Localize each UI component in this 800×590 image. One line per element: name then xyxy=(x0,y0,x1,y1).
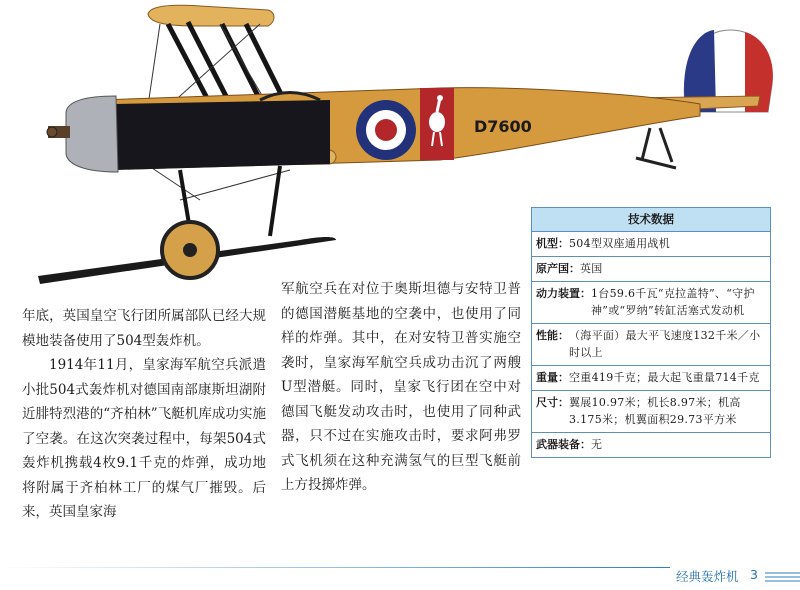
wing-struts xyxy=(168,22,286,104)
spec-title: 技术数据 xyxy=(532,208,770,232)
spec-row xyxy=(532,282,770,324)
spec-key: 性能： xyxy=(536,329,569,342)
spec-row xyxy=(532,433,770,457)
spec-key: 动力装置： xyxy=(536,287,591,300)
spec-value: 空重419千克；最大起飞重量714千克 xyxy=(569,371,760,384)
footer-decoration-lines xyxy=(765,571,800,583)
spec-value: 504型双座通用战机 xyxy=(569,237,670,250)
landing-gear xyxy=(38,166,336,284)
upper-wing xyxy=(148,5,274,26)
spec-value: （海平面）最大平飞速度132千米／小时以上 xyxy=(569,329,761,359)
propeller-hub xyxy=(47,126,70,138)
spec-key: 重量： xyxy=(536,371,569,384)
black-panel xyxy=(112,100,330,170)
paragraph: 1914年11月，皇家海军航空兵派遣小批504式轰炸机对德国南部康斯坦湖附近腓特烈港的“齐柏林”飞艇机库成功实施了空袭。在这次突袭过程中，每架504式轰炸机携载4枚9.1千克的炸弹，成功地将附属于齐柏林工厂的煤气厂摧毁。后来，英国皇家海 xyxy=(22,357,266,520)
spec-table xyxy=(531,207,771,458)
spec-key: 机型： xyxy=(536,237,569,250)
article-column-left xyxy=(22,304,266,525)
tail-skid xyxy=(636,128,676,168)
spec-value: 英国 xyxy=(580,262,603,275)
spec-key: 武器装备： xyxy=(536,438,591,451)
spec-row xyxy=(532,324,770,366)
bird-emblem xyxy=(420,88,454,160)
spec-row xyxy=(532,257,770,282)
spec-row xyxy=(532,391,770,433)
paragraph: 军航空兵在对位于奥斯坦德与安特卫普的德国潜艇基地的空袭中，也使用了同样的炸弹。其中，在对安特卫普实施空袭时，皇家海军航空兵成功击沉了两艘U型潜艇。同时，皇家飞行团在空中对德国飞艇发动攻击时，也使用了同种武器，只不过在实施攻击时，要求阿弗罗式飞机须在这种充满氢气的巨型飞艇前上方投掷炸弹。 xyxy=(281,281,521,493)
engine-cowling xyxy=(66,96,118,172)
paragraph: 年底，英国皇空飞行团所属部队已经大规模地装备使用了504型轰炸机。 xyxy=(22,308,266,349)
roundel xyxy=(356,100,416,160)
spec-key: 原产国： xyxy=(536,262,580,275)
spec-value: 1台59.6千瓦“克拉盖特”、“守护神”或“罗纳”转缸活塞式发动机 xyxy=(591,287,755,317)
spec-key: 尺寸： xyxy=(536,396,569,409)
serial-number: D7600 xyxy=(474,117,532,136)
spec-row xyxy=(532,366,770,391)
footer-title: 经典轰炸机 xyxy=(676,569,739,584)
article-column-right xyxy=(281,277,521,498)
spec-row xyxy=(532,232,770,257)
footer-rule xyxy=(0,567,670,568)
page-number: 3 xyxy=(750,567,758,582)
spec-value: 无 xyxy=(591,438,603,451)
spec-value: 翼展10.97米；机长8.97米；机高3.175米；机翼面积29.73平方米 xyxy=(569,396,741,426)
